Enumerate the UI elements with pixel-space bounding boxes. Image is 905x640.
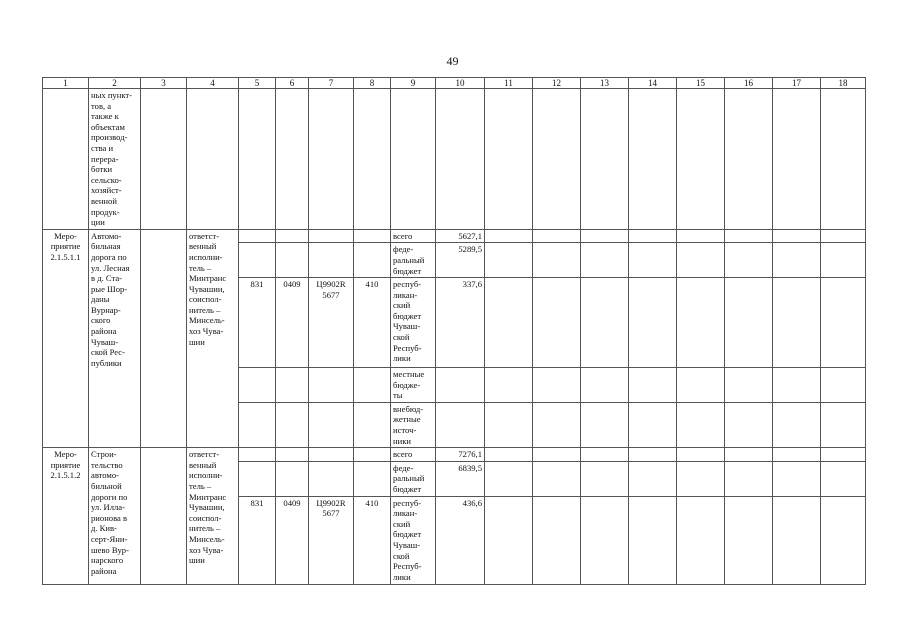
column-number: 8	[354, 78, 391, 89]
column-number: 16	[725, 78, 773, 89]
code-section: 0409	[276, 496, 309, 584]
measure-id: Меро- приятие 2.1.5.1.1	[43, 229, 89, 448]
value-federal: 5289,5	[436, 243, 485, 278]
value-total: 7276,1	[436, 448, 485, 462]
continuation-text: ных пункт- тов, а также к объектам производ- ства и перера- ботки сельско- хозяйст- венной продук- ции	[89, 89, 141, 230]
source-total: всего	[391, 448, 436, 462]
column-number-row	[43, 78, 866, 89]
code-expense-type: 410	[354, 496, 391, 584]
measure-description: Строи- тельство автомо- бильной дороги по ул. Илла- рионова в д. Кив- серт-Яни- шево Вур- нарского района	[89, 448, 141, 584]
value-republic: 436,6	[436, 496, 485, 584]
column-number: 6	[276, 78, 309, 89]
column-number: 7	[309, 78, 354, 89]
column-number: 5	[239, 78, 276, 89]
column-number: 11	[485, 78, 533, 89]
value-total: 5627,1	[436, 229, 485, 243]
code-target: Ц9902R 5677	[309, 496, 354, 584]
executor: ответст- венный исполни- тель – Минтранс Чувашии, соиспол- нитель – Минсель- хоз Чува- шии	[187, 448, 239, 584]
column-number: 18	[821, 78, 866, 89]
code-grbs: 831	[239, 278, 276, 368]
measure-description: Автомо- бильная дорога по ул. Лесная в д. Ста- рые Шор- даны Вурнар- ского района Чуваш- ской Рес- публики	[89, 229, 141, 448]
column-number: 4	[187, 78, 239, 89]
continuation-row	[43, 89, 866, 230]
source-federal: феде- ральный бюджет	[391, 461, 436, 496]
source-federal: феде- ральный бюджет	[391, 243, 436, 278]
column-number: 17	[773, 78, 821, 89]
column-number: 15	[677, 78, 725, 89]
column-number: 12	[533, 78, 581, 89]
column-number: 3	[141, 78, 187, 89]
code-expense-type: 410	[354, 278, 391, 368]
source-republic: респуб- ликан- ский бюджет Чуваш- ской Респуб- лики	[391, 278, 436, 368]
table-row	[43, 448, 866, 462]
value-republic: 337,6	[436, 278, 485, 368]
source-republic: респуб- ликан- ский бюджет Чуваш- ской Респуб- лики	[391, 496, 436, 584]
source-local: местные бюдже- ты	[391, 368, 436, 403]
column-number: 2	[89, 78, 141, 89]
budget-table	[42, 77, 866, 585]
column-number: 1	[43, 78, 89, 89]
column-number: 10	[436, 78, 485, 89]
executor: ответст- венный исполни- тель – Минтранс Чувашии, соиспол- нитель – Минсель- хоз Чува- шии	[187, 229, 239, 448]
code-target: Ц9902R 5677	[309, 278, 354, 368]
source-extrabudget: внебюд- жетные источ- ники	[391, 402, 436, 447]
source-total: всего	[391, 229, 436, 243]
code-grbs: 831	[239, 496, 276, 584]
measure-id: Меро- приятие 2.1.5.1.2	[43, 448, 89, 584]
value-federal: 6839,5	[436, 461, 485, 496]
column-number: 13	[581, 78, 629, 89]
table-row	[43, 229, 866, 243]
column-number: 14	[629, 78, 677, 89]
column-number: 9	[391, 78, 436, 89]
page-number: 49	[446, 54, 459, 68]
code-section: 0409	[276, 278, 309, 368]
